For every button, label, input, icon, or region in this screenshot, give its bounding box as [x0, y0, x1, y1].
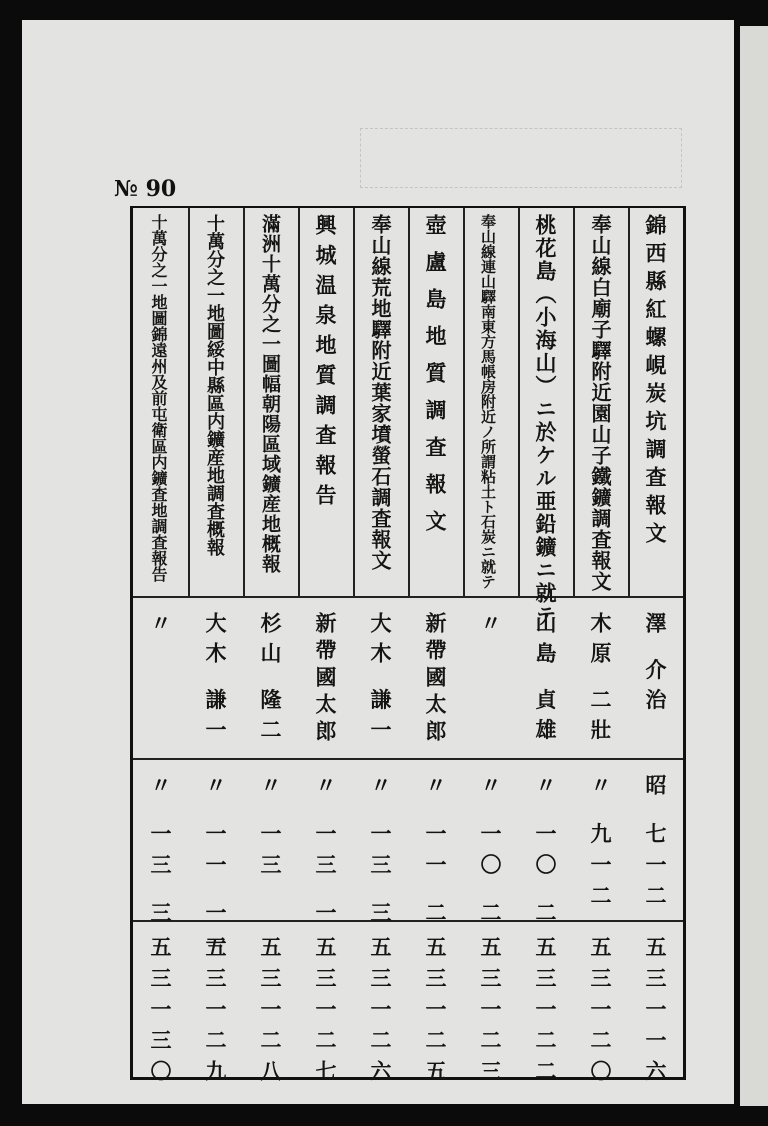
entry-code: 五三一三〇 — [148, 936, 173, 1091]
catalog-table — [130, 206, 686, 1091]
column-divider — [408, 208, 410, 596]
column-divider — [628, 208, 630, 596]
entry-code: 五三一二六 — [368, 936, 393, 1091]
column-divider — [188, 208, 190, 596]
entry-author: 新帶國太郎 — [313, 612, 338, 747]
entry-title: 興城温泉地質調査報告 — [313, 214, 338, 514]
entry-author: 新帶國太郎 — [423, 612, 448, 747]
entry-code: 五三一二二 — [533, 936, 558, 1091]
entry-title: 錦西縣紅螺峴炭坑調査報文 — [643, 214, 668, 550]
entry-date: 〃 一〇 二 — [478, 774, 503, 933]
page-number: № 90 — [114, 176, 177, 202]
entry-author: 〃 — [148, 612, 173, 642]
entry-title: 十萬分之一地圖錦遠州及前屯衛區内鑛査地調査報告 — [149, 214, 168, 582]
entry-date: 〃 一三 三 — [148, 774, 173, 933]
entry-code: 五三一二九 — [203, 936, 228, 1091]
entry-title: 奉山線白廟子驛附近園山子鐵鑛調査報文 — [588, 214, 612, 592]
column-divider — [243, 208, 245, 596]
column-divider — [353, 208, 355, 596]
entry-date: 〃 一三 — [258, 774, 283, 885]
entry-date: 〃 一三 三 — [368, 774, 393, 933]
column-divider — [298, 208, 300, 596]
entry-date: 〃 一一 一一 — [203, 774, 228, 964]
entry-author: 〃 — [478, 612, 503, 642]
column-divider — [463, 208, 465, 596]
entry-title: 奉山線連山驛南東方馬帳房附近ノ所謂粘土ト石炭ニ就テ — [479, 214, 497, 589]
entry-code: 五三一二五 — [423, 936, 448, 1091]
bleed-through-stamp — [360, 128, 682, 188]
entry-title: 奉山線荒地驛附近葉家墳螢石調査報文 — [368, 214, 392, 571]
adjacent-page-edge — [740, 26, 768, 1106]
column-divider — [518, 208, 520, 596]
entry-date: 〃 一三 一 — [313, 774, 338, 933]
entry-date: 昭 七一二 — [643, 774, 668, 916]
entry-author: 木原 二壯 — [588, 612, 613, 749]
entry-author: 山島 貞雄 — [533, 612, 558, 749]
column-divider — [573, 208, 575, 596]
entry-code: 五三一二七 — [313, 936, 338, 1091]
entry-date: 〃 九一二 — [588, 774, 613, 916]
entry-code: 五三一二〇 — [588, 936, 613, 1091]
entry-title: 壺盧島地質調査報文 — [423, 214, 448, 547]
entry-author: 杉山 隆二 — [258, 612, 283, 749]
entry-code: 五三一二八 — [258, 936, 283, 1091]
entry-title: 十萬分之一地圖綏中縣區内鑛産地調査概報 — [204, 214, 225, 556]
entry-date: 〃 一〇 二 — [533, 774, 558, 933]
entry-date: 〃 一一 二 — [423, 774, 448, 933]
row-divider — [133, 758, 683, 760]
row-divider — [133, 596, 683, 598]
entry-author: 澤 介治 — [643, 612, 668, 719]
entry-author: 大木 謙一 — [203, 612, 228, 749]
entry-code: 五三一二三 — [478, 936, 503, 1091]
entry-author: 大木 謙一 — [368, 612, 393, 749]
entry-code: 五三一一六 — [643, 936, 668, 1091]
entry-title: 桃花島（小海山）ニ於ケル亜鉛鑛ニ就テ — [533, 214, 558, 628]
entry-title: 滿洲十萬分之一圖幅朝陽區域鑛産地概報 — [259, 214, 281, 574]
